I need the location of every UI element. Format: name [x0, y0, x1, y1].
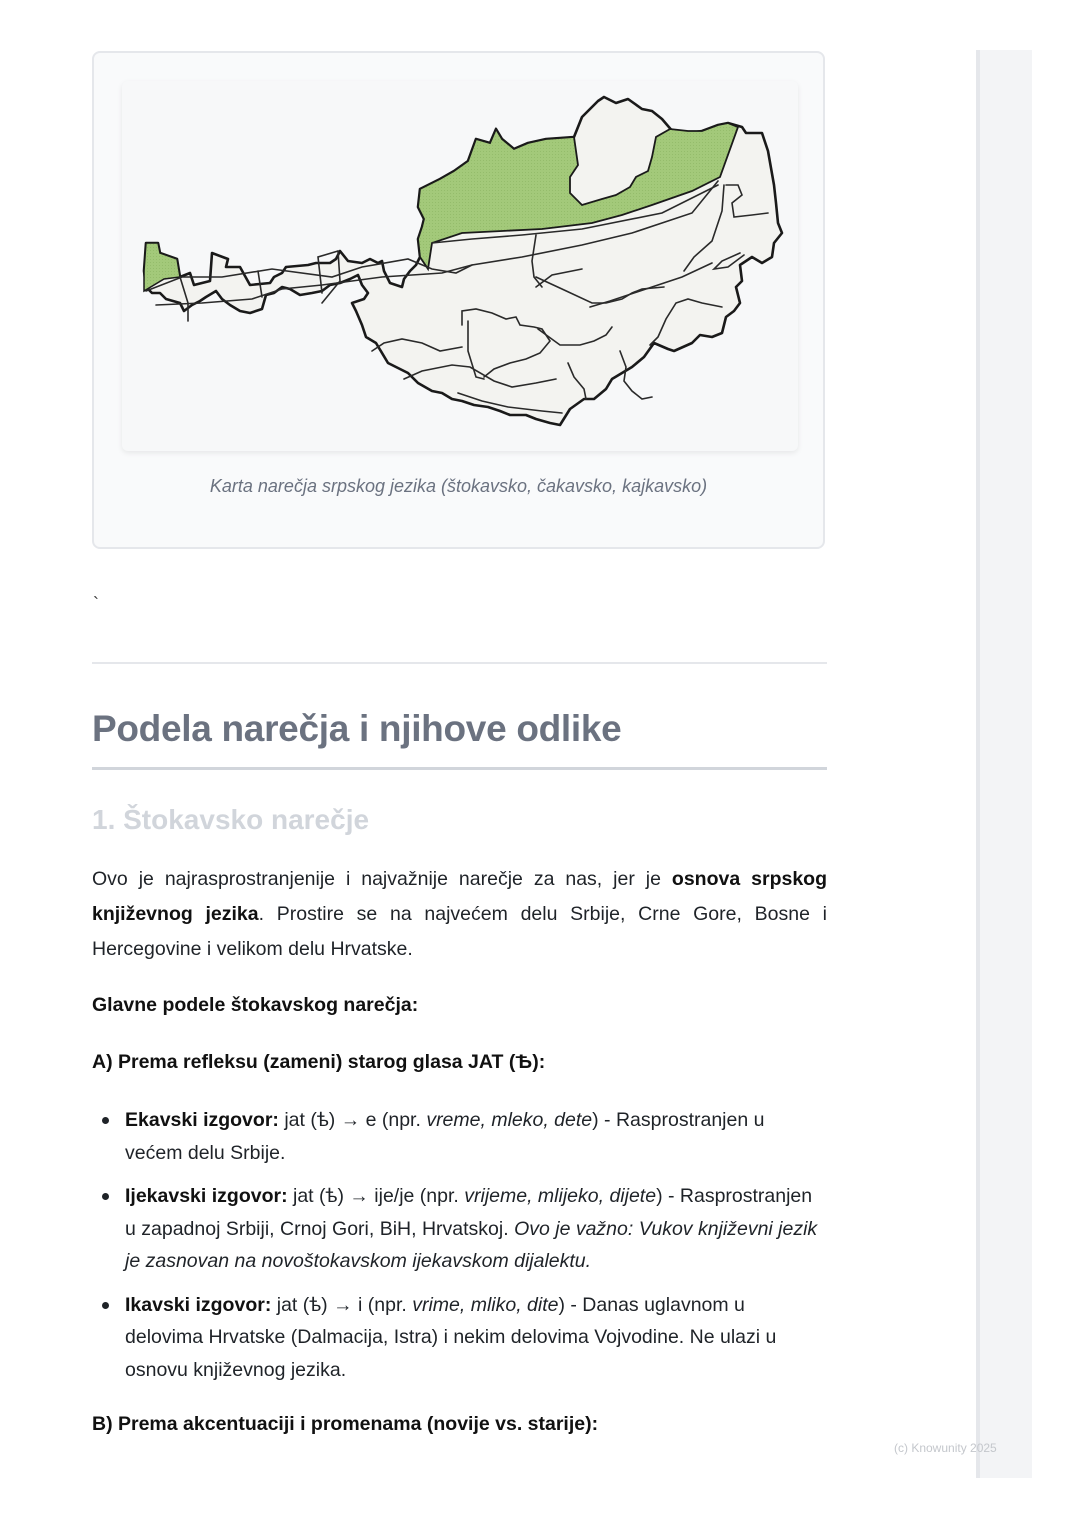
list-item-ekavski [92, 1104, 827, 1169]
item-text: ) - Danas uglavnom u delovima Hrvatske (Dalmacija, Istra) i nekim delovima Vojvodine. Ne ulazi u osnovu književnog jezika. [125, 1293, 777, 1381]
stray-character: ` [93, 594, 99, 614]
section-title: 1. Štokavsko narečje [92, 804, 370, 835]
heading-underline [92, 767, 827, 770]
intro-text-1: Ovo je najrasprostranjenije i najvažnije narečje za nas, jer je [92, 868, 672, 890]
item-label: Ijekavski izgovor: [125, 1185, 288, 1207]
subheading-b: B) Prema akcentuaciji i promenama (novije vs. starije): [92, 1413, 599, 1435]
item-text: ) - Rasprostranjen u većem delu Srbije. [125, 1109, 765, 1164]
list-item-ikavski [92, 1289, 827, 1387]
item-label: Ekavski izgovor: [125, 1109, 279, 1131]
item-text: jat (ѣ) → i (npr. [271, 1293, 413, 1316]
dialect-map [122, 81, 798, 451]
pronunciation-list [92, 1104, 827, 1397]
item-examples: vrijeme, mlijeko, dijete [464, 1185, 657, 1207]
item-text: ) - Rasprostranjen u zapadnoj Srbiji, Crnoj Gori, BiH, Hrvatskoj. [125, 1185, 813, 1240]
horizontal-divider [92, 662, 827, 664]
figure-card [92, 51, 825, 549]
item-note: Ovo je važno: Vukov književni jezik je zasnovan na novoštokavskom ijekavskom dijalektu. [125, 1217, 818, 1272]
item-text: jat (ѣ) → e (npr. [278, 1109, 427, 1131]
side-panel [976, 50, 1032, 1478]
subheading-main: Glavne podele štokavskog narečja: [92, 994, 419, 1016]
bullet-icon [102, 1193, 109, 1200]
figure-caption: Karta narečja srpskog jezika (štokavsko, čakavsko, kajkavsko) [209, 476, 708, 496]
item-examples: vreme, mleko, dete [426, 1109, 593, 1131]
intro-text-2: . Prostire se na najvećem delu Srbije, Crne Gore, Bosne i Hercegovine i velikom delu Hrvatske. [92, 903, 827, 960]
item-label: Ikavski izgovor: [125, 1293, 272, 1316]
subheading-a: A) Prema refleksu (zameni) starog glasa JAT (Ѣ): [92, 1051, 546, 1073]
item-examples: vrime, mliko, dite [412, 1293, 559, 1316]
page-heading: Podela narečja i njihove odlike [92, 708, 622, 749]
intro-bold: osnova srpskog književnog jezika [92, 868, 827, 925]
item-text: jat (ѣ) → ije/je (npr. [287, 1185, 465, 1207]
intro-paragraph [92, 862, 827, 967]
copyright-footer: (c) Knowunity 2025 [894, 1441, 997, 1455]
list-item-ijekavski [92, 1180, 827, 1278]
bullet-icon [102, 1117, 109, 1124]
bullet-icon [102, 1302, 109, 1309]
map-image [122, 81, 798, 451]
